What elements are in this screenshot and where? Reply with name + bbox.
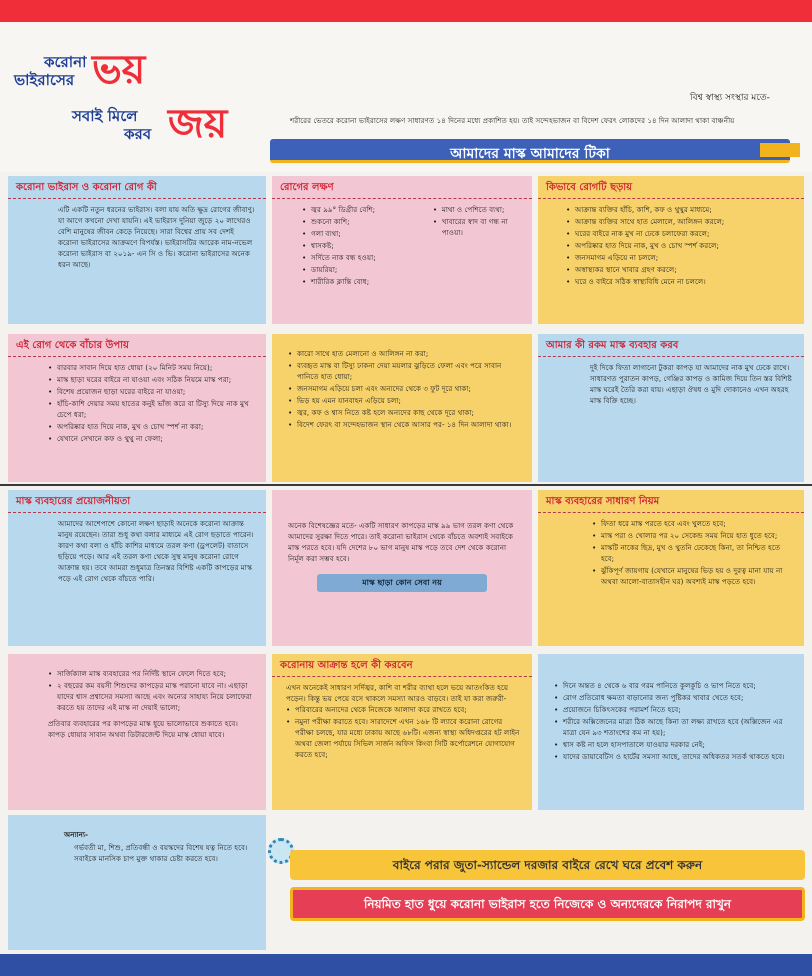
list-item: • ডায়রিয়া; [302,264,427,275]
list-item: • অস্বাস্থ্যকর স্থানে খাবার গ্রহণ করলে; [566,264,794,275]
panel-how-spreads [538,176,804,324]
title-word-fear: ভয় [92,47,146,93]
header [0,22,812,172]
panel-prevention-cont [272,334,532,482]
list-item: • ২ বছরের কম বয়সী শিশুদের কাপড়ের মাস্ক পরানো যাবে না। এছাড়া যাদের শ্বাস প্রশ্বাসের সমস্যা আছে এবং অন্যের সাহায্য নিয়ে চলাফেরা করতে হয় তাদের এই মাস্ক না দেয়াই ভালো; [48,680,256,713]
list-item: • মাস্কটি নাকের ছিদ্র, মুখ ও থুতনি ঢেকেছে কিনা, তা নিশ্চিত হতে হবে; [592,542,794,564]
home-care-list [538,654,804,762]
list-item: • জনসমাগম এড়িয়ে না চললে; [566,252,794,263]
list-item: • প্রয়োজনে চিকিৎসকের পরামর্শ নিতে হবে; [554,704,794,715]
list-item: • মাস্ক ছাড়া ঘরের বাইরে না যাওয়া এবং সঠিক নিয়মে মাস্ক পরা; [48,374,256,385]
list-item: • বিশেষ প্রয়োজন ছাড়া ঘরের বাইরে না যাওয়া; [48,386,256,397]
panel-text: গর্ভবতী মা, শিশু, প্রতিবন্ধী ও বয়স্কদের বিশেষ যত্ন নিতে হবে। সবাইকে মানসিক চাপ মুক্ত থাকার চেষ্টা করতে হবে। [74,843,248,863]
list-item: • গলা ব্যথা; [302,228,427,239]
list-item: • ঘরের বাইরে নাক মুখ না ঢেকে চলাফেরা করলে; [566,228,794,239]
panel-mask-protection [272,490,532,646]
list-item: • দিনে অন্তত ৪ থেকে ৬ বার গরম পানিতে কুলকুচি ও ভাপ নিতে হবে; [554,680,794,691]
list-item: • ঝুঁকিপূর্ণ জায়গায় (যেখানে মানুষের ভিড় হয় ও দুরত্ব মানা যায় না অথবা আলো-বাতাসহীন ঘর) অবশ্যই মাস্ক পড়তে হবে। [592,565,794,587]
panel-others [8,815,266,950]
symptom-list-left [302,204,427,288]
list-item: • ব্যবহৃত মাস্ক বা টিস্যু ঢাকনা দেয়া ময়লার ঝুড়িতে ফেলা এবং পরে সাবান পানিতে হাত ধোয়া; [288,360,522,382]
panel-if-infected [272,654,532,810]
section-divider [0,484,812,486]
others-label: অন্যান্য- [64,830,89,839]
panel-title: এই রোগ থেকে বাঁচার উপায় [8,334,266,357]
panel-title: রোগের লক্ষণ [272,176,532,199]
panel-text: এটি একটি নতুন ধরনের ভাইরাস। বলা যায় অতি ক্ষুদ্র রোগের জীবাণু। যা আগে কখনো দেখা যায়নি। এই ভাইরাস দুনিয়া জুড়ে ২০ লাখেরও বেশি মানুষের জীবন কেড়ে নিয়েছে। সারা বিশ্বের প্রায় সব দেশই করোনা ভাইরাসের আক্রমণে বিপর্যস্ত। ভাইরাসটির আরেক নাম-নভেল করোনা ভাইরাস বা ২০১৯- এন সি ও ভি। করোনা ভাইরাসের অনেক ধরন আছে। [58,205,255,269]
spread-list [538,204,804,287]
panel-text: অনেক বিশেষজ্ঞের মতে- একটি সাধারণ কাপড়ের মাস্ক ৯৯ ভাগ তরল কণা থেকে আমাদের সুরক্ষা দিতে পারে। তাই করোনা ভাইরাস থেকে বাঁচতে অবশ্যই সবাইকে মাস্ক পরতে হবে। যদি দেশের ৮০ ভাগ মানুষ মাস্ক পড়ে তবে দেশ থেকে করোনা নির্মূল করা সম্ভব হবে। [288,521,514,563]
title-line-c: সবাই মিলে [72,107,138,125]
disposal-list [8,654,266,713]
mask-rules-list [538,518,804,587]
prevention-list [8,362,266,444]
title-line-a: করোনা [44,53,87,71]
title-line-b: ভাইরাসের [14,71,75,89]
title-line-d: করব [124,125,152,143]
slogan-banner [270,139,790,163]
panel-title: কিভাবে রোগটি ছড়ায় [538,176,804,199]
panel-symptoms [272,176,532,324]
list-item: • কারো সাথে হাত মেলানো ও আলিঙ্গন না করা; [288,348,522,359]
symptom-list-right [433,204,522,288]
list-item: • ফিতা ধরে মাস্ক পরতে হবে এবং খুলতে হবে; [592,518,794,529]
panel-title: মাস্ক ব্যবহারের সাধারণ নিয়ম [538,490,804,513]
list-item: • হাঁচি-কাশি দেয়ার সময় হাতের কনুই ভাঁজ করে বা টিস্যু দিয়ে নাক মুখ চেপে ধরা; [48,398,256,420]
title-word-win: জয় [168,101,228,147]
list-item: • ঘরে ও বাইরে সঠিক স্বাস্থ্যবিধি মেনে না চললে। [566,276,794,287]
list-item: • পরিবারের অন্যদের থেকে নিজেকে আলাদা করে রাখতে হবে; [286,704,522,715]
list-item: • শরীরে অক্সিজেনের মাত্রা ঠিক আছে কিনা তা লক্ষ্য রাখতে হবে (অক্সিজেন এর মাত্রা যেন ৯৩ শতাংশের কম না হয়); [554,716,794,738]
list-item: • জনসমাগম এড়িয়ে চলা এবং অন্যদের থেকে ৩ ফুট দূরে থাকা; [288,383,522,394]
list-item: • আক্রান্ত ব্যক্তির সাথে হাত মেলালে, আলিঙ্গন করলে; [566,216,794,227]
panel-mask-disposal [8,654,266,810]
who-label: বিশ্ব স্বাস্থ্য সংস্থার মতে- [690,93,770,103]
list-item: • ভিড় হয় এমন যানবাহন এড়িয়ে চলা; [288,395,522,406]
list-item: • শারীরিক ক্লান্তি বোধ; [302,276,427,287]
list-item: • খাবারের স্বাদ বা গন্ধ না পাওয়া। [433,216,522,238]
list-item: • নমুনা পরীক্ষা করাতে হবে। সারাদেশে এখন ১৬৮ টি ল্যাবে করোনা রোগের পরীক্ষা চলছে, যার মধ্যে ঢাকায় আছে ৬৮টি। এজন্য স্বাস্থ্য অধিদপ্তরের হট লাইন অথবা জেলা পর্যায়ে সিভিল সার্জন অফিস কিংবা সিটি কর্পোরেশনে যোগাযোগ করতে হবে; [286,716,522,760]
list-item: • যেখানে সেখানে কফ ও থুথু না ফেলা; [48,433,256,444]
handwash-banner: নিয়মিত হাত ধুয়ে করোনা ভাইরাস হতে নিজেকে ও অন্যদেরকে নিরাপদ রাখুন [290,887,805,921]
panel-text: প্রতিবার ব্যবহারের পর কাপড়ের মাস্ক ধুয়ে ভালোভাবে শুকাতে হবে। কাপড় ধোয়ার সাবান অথবা ডিটারজেন্ট দিয়ে মাস্ক ধোয়া যাবে। [48,719,238,739]
banner-text: আমাদের মাস্ক আমাদের টিকা [450,146,610,162]
list-item: • জ্বর, কফ ও শ্বাস নিতে কষ্ট হলে অন্যদের কাছ থেকে দূরে থাকা; [288,407,522,418]
list-item: • শুকনো কাশি; [302,216,427,227]
list-item: • মাস্ক পরা ও খোলার পর ২০ সেকেন্ড সময় নিয়ে হাত ধুতে হবে; [592,530,794,541]
list-item: • আক্রান্ত ব্যক্তির হাঁচি, কাশি, কফ ও থুথুর মাধ্যমে; [566,204,794,215]
list-item: • অপরিষ্কার হাত দিয়ে নাক, মুখ ও চোখ স্পর্শ না করা; [48,421,256,432]
list-item: • অপরিষ্কার হাত দিয়ে নাক, মুখ ও চোখ স্পর্শ করলে; [566,240,794,251]
footwear-banner: বাইরে পরার জুতা-স্যান্ডেল দরজার বাইরে রেখে ঘরে প্রবেশ করুন [290,850,805,880]
panel-text: আমাদের আশেপাশে কোনো লক্ষণ ছাড়াই অনেকে করোনা আক্রান্ত মানুষ রয়েছেন। তারা শুধু কথা বলার মাধ্যমে এই রোগ ছড়াতে পারেন। কারণ কথা বলা ও হাঁচি কাশির মাধ্যমে তরল কণা (ড্রপলেট) বাতাসে ছড়িয়ে পড়ে। আর এই তরল কণা থেকে সুস্থ মানুষ করোনা রোগে আক্রান্ত হয়। তবে আমরা শুধুমাত্র তিনস্তর বিশিষ্ট একটি কাপড়ের মাস্ক পড়ে এই রোগ থেকে বাঁচতে পারি। [58,519,254,583]
bottom-blue-strip [0,954,812,976]
intro-text: শরীরের ভেতরে করোনা ভাইরাসের লক্ষণ সাধারণত ১৪ দিনের মধ্যে প্রকাশিত হয়। তাই সন্দেহভাজন বা বিদেশ ফেরৎ লোকদের ১৪ দিন আলাদা থাকা বাঞ্চনীয় [290,116,735,125]
list-item: • শ্বাসকষ্ট; [302,240,427,251]
panel-mask-rules [538,490,804,646]
panel-title: মাস্ক ব্যবহারের প্রয়োজনীয়তা [8,490,266,513]
list-item: • জ্বর ৯৯° ডিগ্রীর বেশি; [302,204,427,215]
panel-prevention [8,334,266,482]
panel-title: করোনা ভাইরাস ও করোনা রোগ কী [8,176,266,199]
list-item: • সর্দিতে নাক বন্ধ হওয়া; [302,252,427,263]
panel-mask-type [538,334,804,482]
top-red-strip [0,0,812,22]
list-item: • বারবার সাবান দিয়ে হাত ধোয়া (২০ মিনিট সময় নিয়ে); [48,362,256,373]
prevention-list-cont [272,334,532,430]
panel-mask-need [8,490,266,646]
panel-title: করোনায় আক্রান্ত হলে কী করবেন [272,654,532,677]
panel-text: দুই দিকে ফিতা লাগানো টুকরা কাপড় যা আমাদের নাক মুখ ঢেকে রাখে। সাধারণত পুরাতন কাপড়, গেঞ্জির কাপড় ও কামিজ দিয়ে তিন স্তর বিশিষ্ট মাস্ক ঘরেই তৈরি করা যায়। এছাড়া ঔষধ ও মুদি দোকানেও এখন অহরহ মাস্ক বিক্রি হচ্ছে। [590,363,792,405]
list-item: • শ্বাস কষ্ট না হলে হাসপাতালে যাওয়ার দরকার নেই; [554,739,794,750]
panel-what-is-corona [8,176,266,324]
no-mask-no-service-badge: মাস্ক ছাড়া কোন সেবা নয় [317,574,487,592]
panel-title: আমার কী রকম মাস্ক ব্যবহার করব [538,334,804,357]
list-item: • সার্জিক্যাল মাস্ক ব্যবহারের পর নির্দিষ্ট স্থানে ফেলে দিতে হবে; [48,668,256,679]
panel-home-care [538,654,804,810]
list-item: • যাদের ডায়াবেটিস ও হার্টের সমস্যা আছে, তাদের অধিকতর সতর্ক থাকতে হবে। [554,751,794,762]
list-item: • রোগ প্রতিরোধ ক্ষমতা বাড়ানোর জন্য পুষ্টিকর খাবার খেতে হবে; [554,692,794,703]
infected-list [272,704,532,760]
list-item: • বিদেশ ফেরৎ বা সন্দেহভাজন স্থান থেকে আসার পর- ১৪ দিন আলাদা থাকা। [288,419,522,430]
symptom-lists [272,204,532,288]
list-item: • মাথা ও পেশিতে ব্যথা; [433,204,522,215]
panel-text: এখন অনেকেই সাধারণ সর্দিজ্বর, কাশি বা শরীর ব্যাথা হলে ভয়ে আতংকিত হয়ে পড়েন। কিন্তু ভয় পেয়ে বসে থাকলে সমস্যা আরও বাড়বে। তাই যা করা জরুরী- [286,683,509,703]
